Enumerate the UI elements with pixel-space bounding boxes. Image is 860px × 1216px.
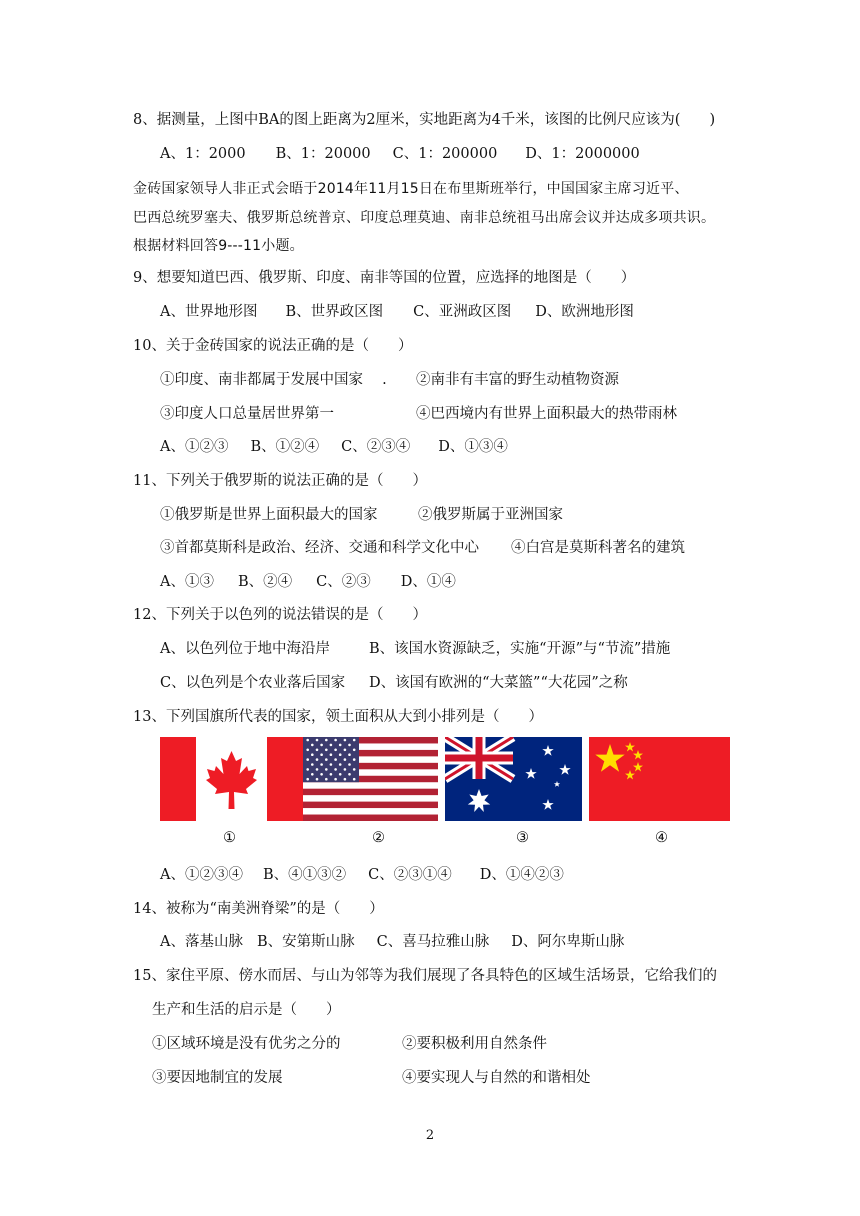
q11-statement-4: ④白宫是莫斯科著名的建筑 — [511, 540, 685, 556]
q13-option-b: B、④①③② — [262, 867, 347, 883]
australia-flag-icon — [445, 737, 582, 821]
q11-options — [160, 572, 456, 592]
q13-options — [160, 865, 564, 885]
q15-statement-4: ④要实现人与自然的和谐相处 — [402, 1070, 591, 1086]
page-number: 2 — [425, 1128, 435, 1143]
q10-statement-4: ④巴西境内有世界上面积最大的热带雨林 — [416, 406, 677, 422]
q11-option-d: D、①④ — [400, 574, 456, 590]
q13-option-a: A、①②③④ — [160, 867, 243, 883]
flag-label-4: ④ — [655, 830, 668, 846]
q9-option-d: D、欧洲地形图 — [535, 304, 634, 320]
q11-statement-1: ①俄罗斯是世界上面积最大的国家 — [160, 507, 378, 523]
q10-option-d: D、①③④ — [438, 439, 508, 455]
q15-statement-3: ③要因地制宜的发展 — [152, 1070, 283, 1086]
q12-option-d: D、该国有欧洲的“大菜篮”“大花园”之称 — [369, 675, 628, 691]
q9-options — [160, 302, 634, 322]
q10-statement-3: ③印度人口总量居世界第一 — [160, 406, 334, 422]
material-line-2: 巴西总统罗塞夫、俄罗斯总统普京、印度总理莫迪、南非总统祖马出席会议并达成多项共识。 — [133, 210, 716, 226]
canada-flag-icon — [160, 737, 303, 821]
q8-option-a: A、1：2000 — [160, 146, 246, 162]
q14-stem: 14、被称为“南美洲脊梁”的是（ ） — [133, 901, 384, 917]
material-line-1: 金砖国家领导人非正式会晤于2014年11月15日在布里斯班举行，中国国家主席习近平、 — [133, 181, 689, 197]
q14-option-a: A、落基山脉 — [160, 934, 243, 950]
usa-flag-icon — [303, 737, 438, 821]
q12-option-a: A、以色列位于地中海沿岸 — [160, 641, 330, 657]
q14-options — [160, 932, 624, 952]
q15-stem-line-2: 生产和生活的启示是（ ） — [152, 1002, 341, 1018]
q15-statement-2: ②要积极利用自然条件 — [402, 1036, 547, 1052]
q12-stem: 12、下列关于以色列的说法错误的是（ ） — [133, 607, 427, 623]
china-flag-icon — [589, 737, 730, 821]
q9-option-c: C、亚洲政区图 — [413, 304, 512, 320]
q15-stem-line-1: 15、家住平原、傍水而居、与山为邻等为我们展现了各具特色的区域生活场景，它给我们的 — [133, 968, 717, 984]
q10-statement-1: ①印度、南非都属于发展中国家 . — [160, 372, 387, 388]
q11-stem: 11、下列关于俄罗斯的说法正确的是（ ） — [133, 473, 427, 489]
q11-option-b: B、②④ — [237, 574, 293, 590]
q9-option-b: B、世界政区图 — [285, 304, 384, 320]
q10-statement-2: ②南非有丰富的野生动植物资源 — [416, 372, 619, 388]
q10-option-c: C、②③④ — [341, 439, 411, 455]
material-line-3: 根据材料回答9---11小题。 — [133, 238, 304, 254]
q8-option-d: D、1：2000000 — [525, 146, 640, 162]
q14-option-b: B、安第斯山脉 — [256, 934, 355, 950]
q11-statement-2: ②俄罗斯属于亚洲国家 — [418, 507, 563, 523]
flag-label-3: ③ — [516, 830, 529, 846]
q10-options — [160, 437, 508, 457]
q13-stem: 13、下列国旗所代表的国家，领土面积从大到小排列是（ ） — [133, 709, 543, 725]
q13-option-d: D、①④②③ — [479, 867, 564, 883]
flag-label-2: ② — [372, 830, 385, 846]
q9-stem: 9、想要知道巴西、俄罗斯、印度、南非等国的位置，应选择的地图是（ ） — [133, 270, 636, 286]
q9-option-a: A、世界地形图 — [160, 304, 258, 320]
q11-option-c: C、②③ — [316, 574, 371, 590]
q12-option-b: B、该国水资源缺乏，实施“开源”与“节流”措施 — [369, 641, 671, 657]
q13-option-c: C、②③①④ — [368, 867, 452, 883]
q8-option-c: C、1：200000 — [392, 146, 498, 162]
q8-options — [160, 144, 640, 164]
q15-statement-1: ①区域环境是没有优劣之分的 — [152, 1036, 341, 1052]
q14-option-c: C、喜马拉雅山脉 — [376, 934, 490, 950]
q10-option-b: B、①②④ — [250, 439, 320, 455]
q8-stem: 8、据测量，上图中BA的图上距离为2厘米，实地距离为4千米，该图的比例尺应该为( ) — [133, 112, 716, 128]
q10-stem: 10、关于金砖国家的说法正确的是（ ） — [133, 338, 413, 354]
q11-option-a: A、①③ — [160, 574, 214, 590]
q14-option-d: D、阿尔卑斯山脉 — [511, 934, 625, 950]
q11-statement-3: ③首都莫斯科是政治、经济、交通和科学文化中心 — [160, 540, 479, 556]
q10-option-a: A、①②③ — [160, 439, 229, 455]
q12-option-c: C、以色列是个农业落后国家 — [160, 675, 346, 691]
q8-option-b: B、1：20000 — [275, 146, 371, 162]
flag-label-1: ① — [223, 830, 236, 846]
